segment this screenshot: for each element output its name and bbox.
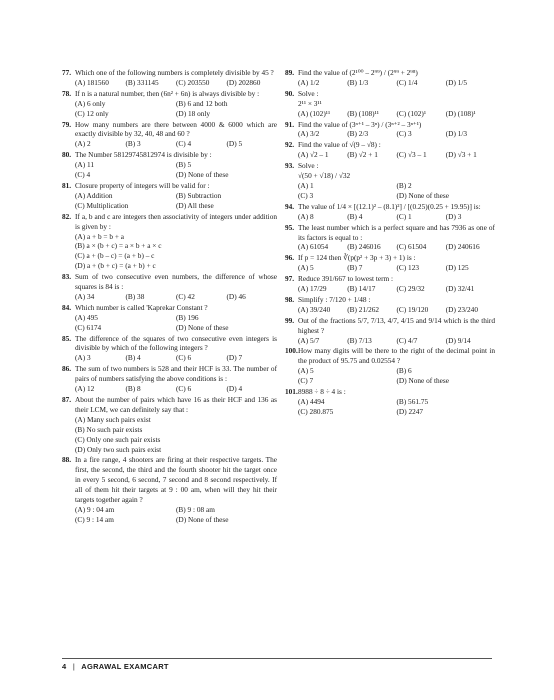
answer-option: (D) 18 only [176, 108, 211, 118]
answer-option: (D) 1/3 [445, 129, 468, 139]
question-header [285, 223, 495, 243]
answer-option: (C) 4/7 [396, 335, 418, 345]
question-header [62, 150, 277, 160]
question-text: Solve : [298, 88, 319, 98]
answer-option: (A) 3/2 [298, 129, 320, 139]
answer-option: (A) 495 [75, 312, 98, 322]
question-header [62, 272, 277, 292]
question-header [62, 334, 277, 354]
question-number: 88. [62, 455, 72, 465]
question-text: The sum of two numbers is 528 and their HCF is 33. The number of pairs of numbers satisfying the above conditions is : [75, 364, 277, 384]
question-header [285, 346, 495, 366]
question-text: 8988 ÷ 8 ÷ 4 is : [298, 387, 346, 397]
question-header [285, 89, 495, 99]
question-number: 101. [285, 387, 298, 397]
question-number: 100. [285, 346, 298, 356]
question-header [285, 120, 495, 130]
answer-options [62, 292, 277, 302]
question-number: 82. [62, 211, 72, 221]
question-item [285, 346, 495, 386]
answer-option: (B) (108)¹¹ [347, 108, 379, 118]
question-text: Find the value of (3ⁿ⁺¹ – 3ⁿ) / (3ⁿ⁺² – 3ⁿ⁺¹) [298, 119, 422, 129]
answer-option: (C) 3 [298, 190, 314, 200]
question-item [62, 120, 277, 150]
answer-option: (A) 2 [75, 139, 91, 149]
answer-options [62, 232, 277, 272]
question-item [285, 161, 495, 201]
question-header [285, 274, 495, 284]
answer-options [62, 78, 277, 88]
question-text: About the number of pairs which have 16 as their HCF and 136 as their LCM, we can definitely say that : [75, 395, 277, 414]
question-text: Reduce 391/667 to lowest term : [298, 274, 394, 284]
question-text: If n is a natural number, then (6n² + 6n) is always divisible by : [75, 88, 260, 98]
question-item [285, 253, 495, 273]
answer-option: (D) √3 + 1 [445, 150, 477, 160]
answer-option: (A) 34 [75, 291, 95, 301]
question-number: 97. [285, 274, 295, 284]
question-header [285, 316, 495, 336]
answer-option: (B) 7/13 [347, 335, 372, 345]
footer-separator: | [72, 662, 76, 671]
answer-options [285, 78, 495, 88]
question-text: The difference of the squares of two consecutive even integers is divisible by which of the following integers ? [75, 333, 277, 353]
question-number: 77. [62, 68, 72, 77]
answer-options [62, 139, 277, 149]
left-column [62, 68, 277, 526]
answer-option: (A) 11 [75, 160, 94, 170]
answer-option: (C) 61504 [396, 242, 427, 252]
footer [62, 662, 169, 671]
answer-options [62, 191, 277, 211]
answer-option: (C) 19/120 [396, 304, 429, 314]
question-item [285, 387, 495, 417]
question-number: 92. [285, 140, 295, 150]
answer-option: (B) 14/17 [347, 284, 376, 294]
answer-option: (B) 4 [125, 353, 141, 363]
question-number: 93. [285, 161, 295, 171]
question-text: The Number 58129745812974 is divisible by : [75, 150, 212, 160]
question-text: Simplify : 7/120 + 1/48 : [298, 294, 371, 304]
question-number: 99. [285, 315, 295, 325]
question-header [285, 253, 495, 263]
question-item [285, 68, 495, 88]
answer-option: (A) 1 [298, 180, 314, 190]
answer-option: (D) 4 [226, 384, 243, 394]
question-text: How many digits will be there to the right of the decimal point in the product of 95.75 and 0.02554 ? [298, 346, 495, 366]
answer-option: (B) a × (b + c) = a × b + a × c [75, 241, 162, 251]
answer-option: (A) 9 : 04 am [75, 504, 115, 514]
answer-option: (A) 6 only [75, 98, 106, 108]
answer-option: (B) 21/262 [347, 304, 380, 314]
question-number: 78. [62, 88, 72, 98]
question-number: 96. [285, 253, 295, 263]
answer-option: (C) 4 [176, 139, 192, 149]
question-text: Find the value of (2¹⁰⁰ – 2⁹⁹) / (2⁹⁹ + 2⁹⁸) [298, 68, 418, 77]
question-text: Which number is called 'Kaprekar Constant ? [75, 302, 208, 312]
question-number: 87. [62, 395, 72, 404]
answer-options [285, 397, 495, 417]
answer-option: (B) 196 [176, 312, 199, 322]
answer-option: (C) 9 : 14 am [75, 514, 114, 524]
question-number: 95. [285, 222, 295, 232]
question-number: 84. [62, 302, 72, 312]
answer-option: (D) Only two such pairs exist [75, 444, 162, 454]
answer-option: (A) a + b = b + a [75, 231, 125, 241]
question-number: 80. [62, 150, 72, 160]
question-item [62, 272, 277, 302]
question-header [285, 295, 495, 305]
footer-rule [62, 658, 492, 659]
question-expression: 2¹¹ × 3¹¹ [298, 98, 322, 108]
answer-option: (D) (108)¹ [445, 108, 476, 118]
question-number: 81. [62, 180, 72, 190]
answer-option: (A) 5/7 [298, 335, 320, 345]
question-header [62, 212, 277, 232]
answer-option: (B) 8 [125, 384, 141, 394]
question-text: Which one of the following numbers is completely divisible by 45 ? [75, 68, 274, 77]
answer-option: (C) 12 only [75, 108, 109, 118]
answer-option: (C) 42 [176, 291, 195, 301]
question-header [285, 68, 495, 78]
answer-option: (D) None of these [396, 190, 449, 200]
question-header [285, 161, 495, 171]
answer-option: (A) 181560 [75, 77, 109, 87]
question-number: 85. [62, 333, 72, 343]
answer-option: (C) Multiplication [75, 200, 129, 210]
answer-option: (B) Subtraction [176, 190, 222, 200]
answer-options [62, 384, 277, 394]
answer-options [285, 129, 495, 139]
answer-option: (C) 280.875 [298, 406, 334, 416]
question-item [62, 181, 277, 211]
question-text: The value of 1/4 × [(12.1)² – (8.1)²] / [(0.25)(0.25 + 19.95)] is: [298, 201, 481, 211]
question-text: Solve : [298, 161, 319, 171]
question-text: Sum of two consecutive even numbers, the difference of whose squares is 84 is : [75, 272, 277, 292]
answer-option: (D) None of these [176, 170, 229, 180]
answer-option: (A) 1/2 [298, 77, 320, 87]
answer-options [62, 415, 277, 455]
answer-option: (C) 6 [176, 384, 192, 394]
question-item [285, 140, 495, 160]
answer-option: (A) 4494 [298, 397, 325, 406]
answer-options [62, 313, 277, 333]
page-number: 4 [62, 662, 67, 671]
answer-option: (A) 17/29 [298, 284, 327, 294]
answer-option: (D) None of these [176, 514, 229, 524]
question-header [285, 202, 495, 212]
answer-option: (D) 240616 [445, 242, 480, 252]
question-item [285, 274, 495, 294]
answer-option: (B) 1/3 [347, 77, 369, 87]
answer-option: (B) 331145 [125, 77, 159, 87]
right-column [285, 68, 495, 418]
answer-options [62, 160, 277, 180]
answer-option: (A) Many such pairs exist [75, 414, 151, 424]
answer-options [285, 181, 495, 201]
answer-option: (C) 1 [396, 211, 412, 221]
question-header [62, 395, 277, 415]
answer-option: (A) (102)¹¹ [298, 108, 331, 118]
question-text: If a, b and c are integers then associativity of integers under addition is given by : [75, 211, 277, 231]
answer-options [285, 150, 495, 160]
answer-option: (A) 61054 [298, 242, 329, 252]
question-expression: √(50 + √18) / √32 [298, 171, 351, 181]
answer-option: (B) 4 [347, 211, 363, 221]
answer-option: (D) 125 [445, 263, 469, 273]
answer-option: (D) 1/5 [445, 77, 468, 87]
answer-option: (D) 7 [226, 353, 243, 363]
question-item [285, 295, 495, 315]
answer-option: (D) None of these [176, 322, 229, 332]
answer-options [62, 505, 277, 525]
answer-option: (D) 5 [226, 139, 243, 149]
question-text: If p = 124 then ∛(p(p² + 3p + 3) + 1) is : [298, 253, 416, 263]
question-text: How many numbers are there between 4000 & 6000 which are exactly divisible by 32, 40, 48 and 60 ? [75, 119, 277, 139]
answer-option: (C) √3 – 1 [396, 150, 427, 160]
answer-option: (B) 6 and 12 both [176, 98, 228, 108]
question-header [285, 387, 495, 397]
answer-option: (B) 9 : 08 am [176, 504, 215, 514]
question-item [62, 89, 277, 119]
answer-option: (B) 5 [176, 160, 192, 170]
question-item [285, 89, 495, 119]
answer-option: (B) 561.75 [396, 397, 429, 406]
question-number: 98. [285, 294, 295, 304]
question-number: 89. [285, 68, 295, 77]
answer-options [285, 109, 495, 119]
question-header [62, 89, 277, 99]
answer-option: (D) 46 [226, 291, 246, 301]
answer-option: (B) 3 [125, 139, 141, 149]
answer-option: (D) All these [176, 200, 214, 210]
answer-option: (C) 4 [75, 170, 91, 180]
answer-option: (A) √2 – 1 [298, 150, 329, 160]
answer-option: (A) 5 [298, 366, 314, 376]
answer-option: (C) Only one such pair exists [75, 434, 161, 444]
answer-options [285, 263, 495, 273]
question-text: The least number which is a perfect square and has 7936 as one of its factors is equal to : [298, 222, 495, 242]
answer-option: (C) 29/32 [396, 284, 425, 294]
answer-option: (D) 2247 [396, 406, 424, 416]
answer-option: (B) 246016 [347, 242, 381, 252]
question-header [62, 455, 277, 505]
question-number: 86. [62, 364, 72, 374]
question-item [285, 120, 495, 140]
answer-option: (B) 2/3 [347, 129, 369, 139]
answer-option: (A) 39/240 [298, 304, 331, 314]
question-text: Closure property of integers will be valid for : [75, 180, 210, 190]
answer-option: (D) 32/41 [445, 284, 475, 294]
answer-option: (C) 6 [176, 353, 192, 363]
question-number: 90. [285, 88, 295, 98]
question-text: Out of the fractions 5/7, 7/13, 4/7, 4/15 and 9/14 which is the third highest ? [298, 315, 495, 335]
question-header [62, 68, 277, 78]
question-number: 83. [62, 272, 72, 282]
question-item [62, 150, 277, 180]
question-item [62, 212, 277, 271]
question-text: Find the value of √(9 – √8) : [298, 140, 381, 150]
question-number: 79. [62, 119, 72, 129]
answer-option: (C) 203550 [176, 77, 210, 87]
answer-option: (A) Addition [75, 190, 113, 200]
question-number: 94. [285, 201, 295, 211]
answer-option: (D) 3 [445, 211, 462, 221]
question-item [62, 364, 277, 394]
question-item [285, 223, 495, 253]
answer-option: (C) 6174 [75, 322, 102, 332]
question-item [285, 202, 495, 222]
brand-name: AGRAWAL EXAMCART [81, 662, 169, 671]
answer-option: (A) 12 [75, 384, 95, 394]
answer-options [285, 305, 495, 315]
question-item [62, 303, 277, 333]
question-item [62, 334, 277, 364]
answer-option: (B) √2 + 1 [347, 150, 378, 160]
answer-option: (C) 7 [298, 376, 314, 386]
answer-options [62, 353, 277, 363]
question-item [62, 68, 277, 88]
answer-options [285, 336, 495, 346]
answer-option: (A) 3 [75, 353, 91, 363]
answer-option: (D) 202860 [226, 77, 261, 87]
answer-option: (C) (102)¹ [396, 108, 427, 118]
answer-option: (B) 38 [125, 291, 145, 301]
answer-option: (D) None of these [396, 376, 449, 386]
question-header [62, 120, 277, 140]
answer-option: (D) a + (b + c) = (a + b) + c [75, 261, 156, 271]
question-item [285, 316, 495, 346]
question-header [62, 181, 277, 191]
question-item [62, 455, 277, 524]
question-item [62, 395, 277, 454]
answer-option: (B) 2 [396, 180, 412, 190]
question-header [285, 140, 495, 150]
answer-option: (D) 23/240 [445, 304, 478, 314]
answer-option: (B) 7 [347, 263, 363, 273]
answer-options [285, 242, 495, 252]
answer-option: (C) 123 [396, 263, 419, 273]
question-header [62, 303, 277, 313]
question-text: In a fire range, 4 shooters are firing at their respective targets. The first, the second, the third and the fourth shooter hit the target once in every 5 second, 6 second, 7 second and 8 second respectively. If all of them hit their targets at 9 : 00 am, when will they hit their targets together again ? [75, 455, 277, 505]
answer-options [285, 366, 495, 386]
answer-option: (C) 1/4 [396, 77, 418, 87]
question-header [62, 364, 277, 384]
answer-options [285, 284, 495, 294]
answer-option: (C) a + (b – c) = (a + b) – c [75, 251, 155, 261]
question-number: 91. [285, 119, 295, 129]
answer-options [285, 212, 495, 222]
answer-options [62, 99, 277, 119]
answer-option: (B) No such pair exists [75, 424, 143, 434]
answer-option: (A) 8 [298, 211, 314, 221]
answer-option: (C) 3 [396, 129, 412, 139]
answer-option: (D) 9/14 [445, 335, 471, 345]
answer-option: (B) 6 [396, 366, 412, 376]
answer-option: (A) 5 [298, 263, 314, 273]
